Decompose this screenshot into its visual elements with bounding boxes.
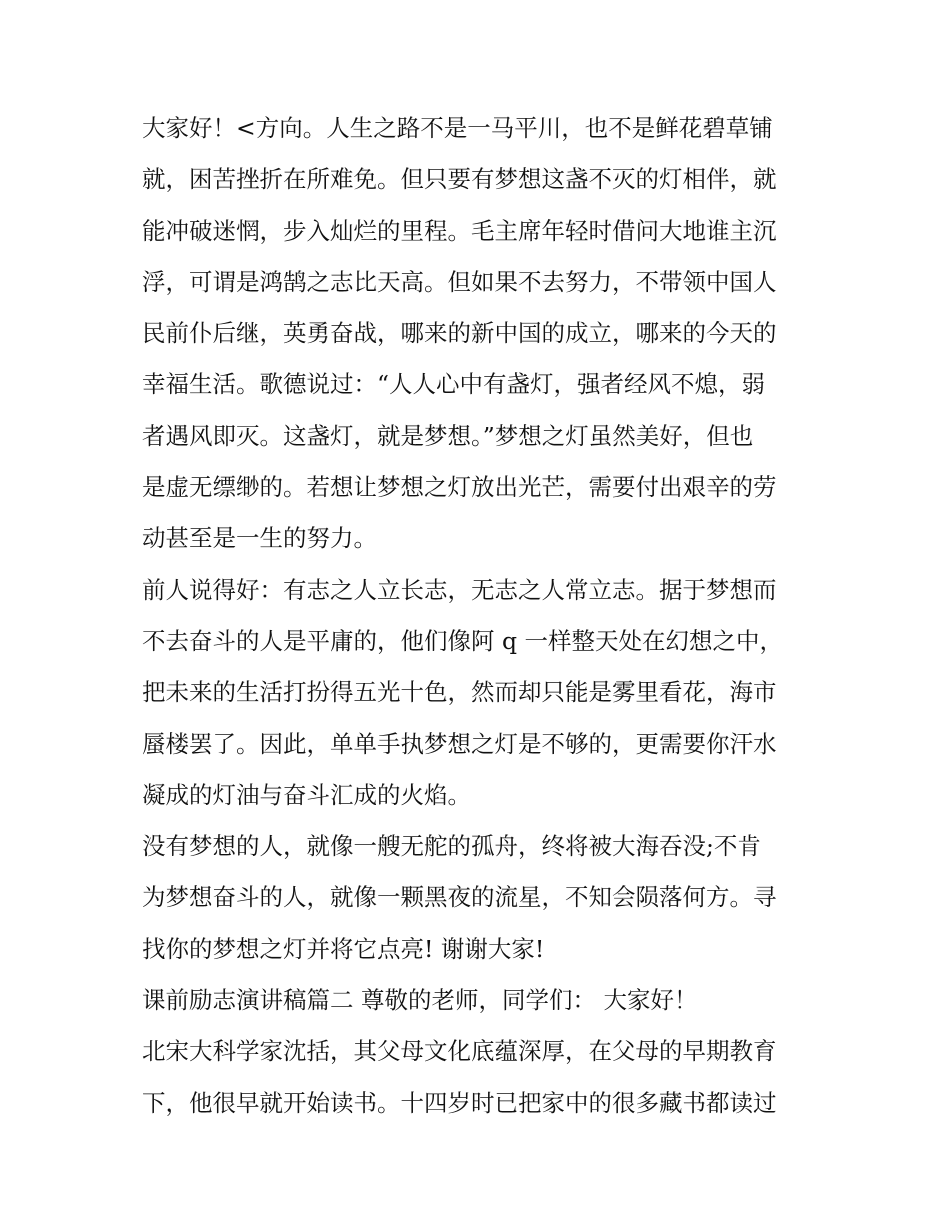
text-line: 凝成的灯油与奋斗汇成的火焰。 [142, 780, 471, 809]
text-line: 找你的梦想之灯并将它点亮! 谢谢大家! [142, 934, 545, 963]
text-line: 北宋大科学家沈括，其父母文化底蕴深厚，在父母的早期教育 [142, 1037, 777, 1066]
text-line: 把未来的生活打扮得五光十色，然而却只能是雾里看花，海市 [142, 678, 777, 707]
text-line: 大家好！<方向。人生之路不是一马平川，也不是鲜花碧草铺 [142, 114, 773, 142]
text-line: 下，他很早就开始读书。十四岁时已把家中的很多藏书都读过 [142, 1088, 777, 1117]
text-line: 就，困苦挫折在所难免。但只要有梦想这盏不灭的灯相伴，就 [142, 165, 777, 194]
text-line: 前人说得好：有志之人立长志，无志之人常立志。据于梦想而 [142, 575, 777, 604]
body-text [142, 103, 812, 1129]
text-line: 民前仆后继，英勇奋战，哪来的新中国的成立，哪来的今天的 [142, 319, 777, 348]
text-line: 为梦想奋斗的人，就像一颗黑夜的流星，不知会陨落何方。寻 [142, 883, 777, 912]
text-line: 浮，可谓是鸿鹄之志比天高。但如果不去努力，不带领中国人 [142, 267, 777, 296]
text-line: 没有梦想的人，就像一艘无舵的孤舟，终将被大海吞没;不肯 [142, 832, 761, 861]
text-line: 能冲破迷惘，步入灿烂的里程。毛主席年轻时借问大地谁主沉 [142, 216, 777, 245]
text-line: 课前励志演讲稿篇二 尊敬的老师，同学们： 大家好！ [142, 986, 698, 1015]
text-line: 幸福生活。歌德说过：“人人心中有盏灯，强者经风不熄，弱 [142, 370, 766, 399]
text-line: 不去奋斗的人是平庸的，他们像阿 q 一样整天处在幻想之中， [142, 626, 783, 655]
text-line: 是虚无缥缈的。若想让梦想之灯放出光芒，需要付出艰辛的劳 [142, 473, 777, 502]
text-line: 蜃楼罢了。因此，单单手执梦想之灯是不够的，更需要你汗水 [142, 729, 777, 758]
text-line: 者遇风即灭。这盏灯，就是梦想。”梦想之灯虽然美好，但也 [142, 421, 754, 450]
text-line: 动甚至是一生的努力。 [142, 524, 377, 553]
